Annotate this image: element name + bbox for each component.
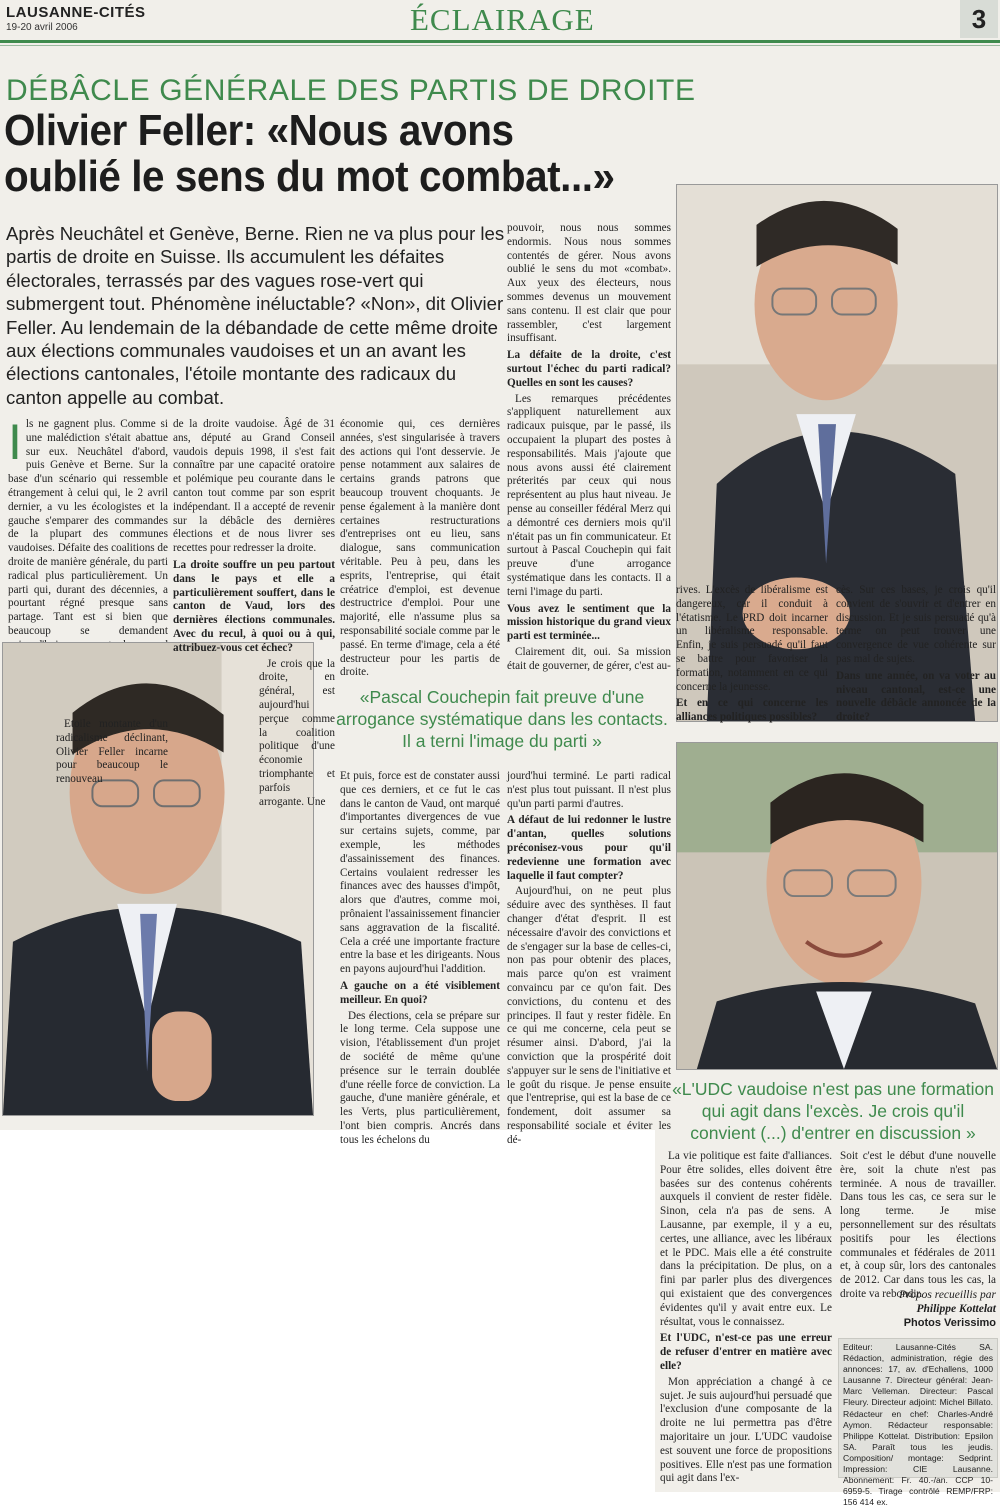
pull-quote-couchepin: «Pascal Couchepin fait preuve d'une arrogance systématique dans les contacts. Il a terni l'image du parti » [336, 687, 668, 751]
column-1-paragraph-1: ls ne gagnent plus. Comme si une malédiction s'était abattue sur eux. Neuchâtel d'abord, puis Genève et Berne. Sur la base d'un scénario qui ressemble étrangement à celui qui, le 2 avril dernier, a vu les écologistes et la gauche s'emparer des commandes de la plupart des communes vaudoises. Défaite des coalitions de droite de manière générale, du parti radical plus particulièrement. Un parti qui, durant des décennies, a pourtant régné presque sans partage. Tant est si bien que beaucoup se demandent [8, 418, 168, 637]
article-byline [840, 1288, 996, 1330]
question-7: A défaut de lui redonner le lustre d'antan, quelles solutions préconisez-vous pour qu'il redevienne une formation avec laquelle il faut compter? [507, 814, 671, 882]
column-4-paragraph-1: pouvoir, nous nous sommes endormis. Nous nous sommes contentés de gérer. Nous avons oublié le sens du mot «combat». Aux yeux des électeurs, nous sommes devenus un mouvement sans contenu. Il est clair que pour rassembler, c'est largement insuffisant. [507, 222, 671, 345]
article-kicker: DÉBÂCLE GÉNÉRALE DES PARTIS DE DROITE [6, 74, 696, 107]
publication-name: LAUSANNE-CITÉS [6, 4, 146, 21]
article-column-8 [507, 770, 671, 1150]
article-lead: Après Neuchâtel et Genève, Berne. Rien ne va plus pour les partis de droite en Suisse. Ils accumulent les défaites électorales, terrassés par des vagues rose-vert qui submergent tout. Phénomène inéluctable? «Non», dit Olivier Feller. Au lendemain de la débandade de cette même droite aux élections communales vaudoises et un an avant les élections cantonales, l'étoile montante des radicaux du canton appelle au combat. [6, 223, 505, 408]
column-4-paragraph-3: Clairement dit, oui. Sa mission était de gouverner, de gérer, c'est au- [507, 645, 671, 672]
article-column-2 [173, 418, 335, 811]
imprint-box: Editeur: Lausanne-Cités SA. Rédaction, administration, régie des annonces: 17, av. d'Echallens, 1000 Lausanne 7. Directeur général: Jean-Marc Velleman. Directeur: Pascal Fleury. Directeur adjoint: Michel Billato. Rédacteur en chef: Charles-André Aymon. Rédacteur responsable: Philippe Kottelat. Distribution: Epsilon SA. Paraît tous les jeudis. Composition/ montage: Sedprint. Impression: CIE Lausanne. Abonnement: Fr. 40.-/an. CCP 10-6959-5. Tirage contrôlé REMP/FRP: 156 414 ex. [838, 1338, 998, 1478]
section-rubric: ÉCLAIRAGE [410, 2, 595, 37]
article-column-6 [836, 584, 996, 727]
question-8: Et l'UDC, n'est-ce pas une erreur de refuser d'entrer en matière avec elle? [660, 1332, 832, 1372]
drop-cap: I [8, 414, 22, 470]
column-9-paragraph-1: La vie politique est faite d'alliances. Pour être solides, elles doivent être basées sur des contenus cohérents auxquels il convient de rester fidèle. Sinon, cela n'a pas de sens. A Lausanne, par exemple, il y a eu, certes, une alliance, avec les libéraux et le PDC. Mais elle a été construite dans la précipitation. De plus, on a fini par parler plus des divergences qui existaient que des convergences évidentes qu'il y avait entre eux. Le résultat, vous le connaissez. [660, 1150, 832, 1328]
byline-intro: Propos recueillis par [899, 1289, 996, 1301]
column-5-paragraph-1: rives. L'excès de libéralisme est dangereux, car il conduit à l'étatisme. Le PRD doit incarner un libéralisme responsable. Enfin, je suis persuadé qu'il faut se battre pour favoriser la formation, notamment en ce qui concerne la jeunesse. [676, 584, 828, 693]
article-column-3 [340, 418, 500, 682]
header-rule-thin [0, 45, 1000, 46]
article-column-1-tail [56, 718, 168, 789]
article-column-4 [507, 222, 671, 676]
byline-author: Philippe Kottelat [916, 1303, 996, 1315]
question-3: Vous avez le sentiment que la mission historique du grand vieux parti est terminée... [507, 602, 671, 643]
column-10-paragraph-1: Soit c'est le début d'une nouvelle ère, soit la chute n'est pas terminée. A nous de travailler. Dans tous les cas, ce sera sur le long terme. Je mise personnellement sur des résultats positifs pour les élections communales et fédérales de 2011 et, à coup sûr, lors des cantonales de 2012. Car dans tous les cas, la droite va rebondir. [840, 1150, 996, 1300]
portrait-photo-smiling [676, 742, 998, 1070]
column-4-paragraph-2: Les remarques précédentes s'appliquent naturellement aux radicaux puisque, par le passé, ils occupaient la plupart des postes à responsabilités. Mais j'ajoute que nous avons aussi été clairement préterités par ceux qui nous représentent au plus haut niveau. Je pense au conseiller fédéral Merz qui a démontré ces derniers mois qu'il n'était pas un fin communicateur. Et surtout à Pascal Couchepin qui fait preuve d'une arrogance systématique dans les contacts. Il a terni l'image du parti. [507, 392, 671, 598]
column-8-paragraph-2: Aujourd'hui, on ne peut plus séduire avec des synthèses. Il faut changer d'état d'esprit. Il est nécessaire d'avoir des convictions et de s'engager sur la base de celles-ci, non pas pour obtenir des places, mais parce qu'on est vraiment convaincu par ce qu'on fait. Des convictions, du contenu et des principes. Il faut y rester fidèle. En ce qui me concerne, cela peut se résumer ainsi. D'abord, j'ai la conviction que la prospérité doit s'appuyer sur le sens de l'initiative et le goût du risque. Je pense ensuite que l'entreprise, qui est la base de ce fondement, doit assumer sa responsabilité sociale et éviter les dé- [507, 885, 671, 1146]
column-8-paragraph-1: jourd'hui terminé. Le parti radical n'est plus tout puissant. Il n'est plus qu'un parti parmi d'autres. [507, 770, 671, 810]
page-number: 3 [960, 0, 998, 38]
column-1-paragraph-2: Etoile montante d'un radicalisme déclinant, Olivier Feller incarne pour beaucoup le renouveau [56, 718, 168, 786]
column-6-paragraph-1: cès. Sur ces bases, je crois qu'il convient de s'ouvrir et d'entrer en discussion. Et je suis persuadé qu'à terme on peut trouver une convergence de vue cohérente sur pas mal de sujets. [836, 584, 996, 665]
column-2-paragraph-2: Je crois que la droite, en général, est aujourd'hui perçue comme la coalition politique d'une économie triomphante et parfois arrogante. Une [259, 657, 335, 808]
question-2: La défaite de la droite, c'est surtout l'échec du parti radical? Quelles en sont les causes? [507, 349, 671, 389]
article-column-10 [840, 1150, 996, 1304]
article-column-5 [676, 584, 828, 727]
question-4: Et en ce qui concerne les alliances politiques possibles? [676, 697, 828, 724]
column-3-paragraph-1: économie qui, ces dernières années, s'est singularisée à travers des actions qui l'ont desservie. Je pense notamment aux salaires de certains grands patrons que beaucoup trouvent choquants. Je pense également à la manière dont certaines restructurations d'entreprises ont eu lieu, sans dialogue, sans communication véritable. Peu à peu, dans les esprits, l'entreprise, qui était créatrice d'emploi, est devenue destructrice d'emploi. Pour une majorité, elle n'assume plus sa responsabilité sociale comme par le passé. En terme d'image, cela a été destructeur pour les partis de droite. [340, 418, 500, 679]
article-column-7 [340, 770, 500, 1150]
column-7-paragraph-2: Des élections, cela se prépare sur le long terme. Cela suppose une vision, l'établissement d'un projet de société de même qu'une présence sur le terrain doublée d'une réelle force de conviction. La gauche, d'une manière générale, et les Verts, plus particulièrement, l'ont bien compris. Ancrés dans tous les échelons du [340, 1009, 500, 1146]
issue-date: 19-20 avril 2006 [6, 22, 78, 33]
header-rule [0, 40, 1000, 43]
column-7-paragraph-1: Et puis, force est de constater aussi que ces derniers, et ce fut le cas dans le canton de Vaud, ont marqué d'importantes divergences de vue sur certains sujets, comme, par exemple, les méthodes d'assainissement des finances. Certains voulaient redresser les finances avec des hausses d'impôt, alors que d'autres, comme moi, prônaient l'assainissement financier sans aggravation de la fiscalité. Cela a créé une importante fracture entre la base et les dirigeants. Nous en payons aujourd'hui l'addition. [340, 770, 500, 976]
photo-credit: Photos Verissimo [903, 1317, 996, 1329]
pull-quote-udc: «L'UDC vaudoise n'est pas une formation qui agit dans l'excès. Je crois qu'il convient (...) d'entrer en discussion » [672, 1079, 994, 1143]
question-1: La droite souffre un peu partout dans le pays et elle a particulièrement souffert, dans le canton de Vaud, lors des dernières élections communales. Avec du recul, à quoi ou à qui, attribuez-vous cet échec? [173, 558, 335, 654]
question-6: A gauche on a été visiblement meilleur. En quoi? [340, 979, 500, 1006]
article-column-9 [660, 1150, 832, 1488]
column-9-paragraph-2: Mon appréciation a changé à ce sujet. Je suis aujourd'hui persuadé que l'exclusion d'une composante de la droite ne lui permettra pas d'être majoritaire un jour. L'UDC vaudoise est souvent une force de propositions positives. Elle n'est pas une formation qui agit dans l'ex- [660, 1375, 832, 1485]
article-headline: Olivier Feller: «Nous avons oublié le sens du mot combat...» [4, 106, 615, 201]
question-5: Dans une année, on va voter au niveau cantonal, est-ce une nouvelle débâcle annoncée de la droite? [836, 669, 996, 724]
column-2-paragraph-1: de la droite vaudoise. Âgé de 31 ans, député au Grand Conseil vaudois depuis 1998, il s'est fait connaître par une capacité oratoire et polémique peu courante dans le canton tout comme par son esprit indépendant. Il a accepté de revenir sur la débâcle des dernières élections et de nous livrer ses recettes pour redresser la droite. [173, 418, 335, 555]
